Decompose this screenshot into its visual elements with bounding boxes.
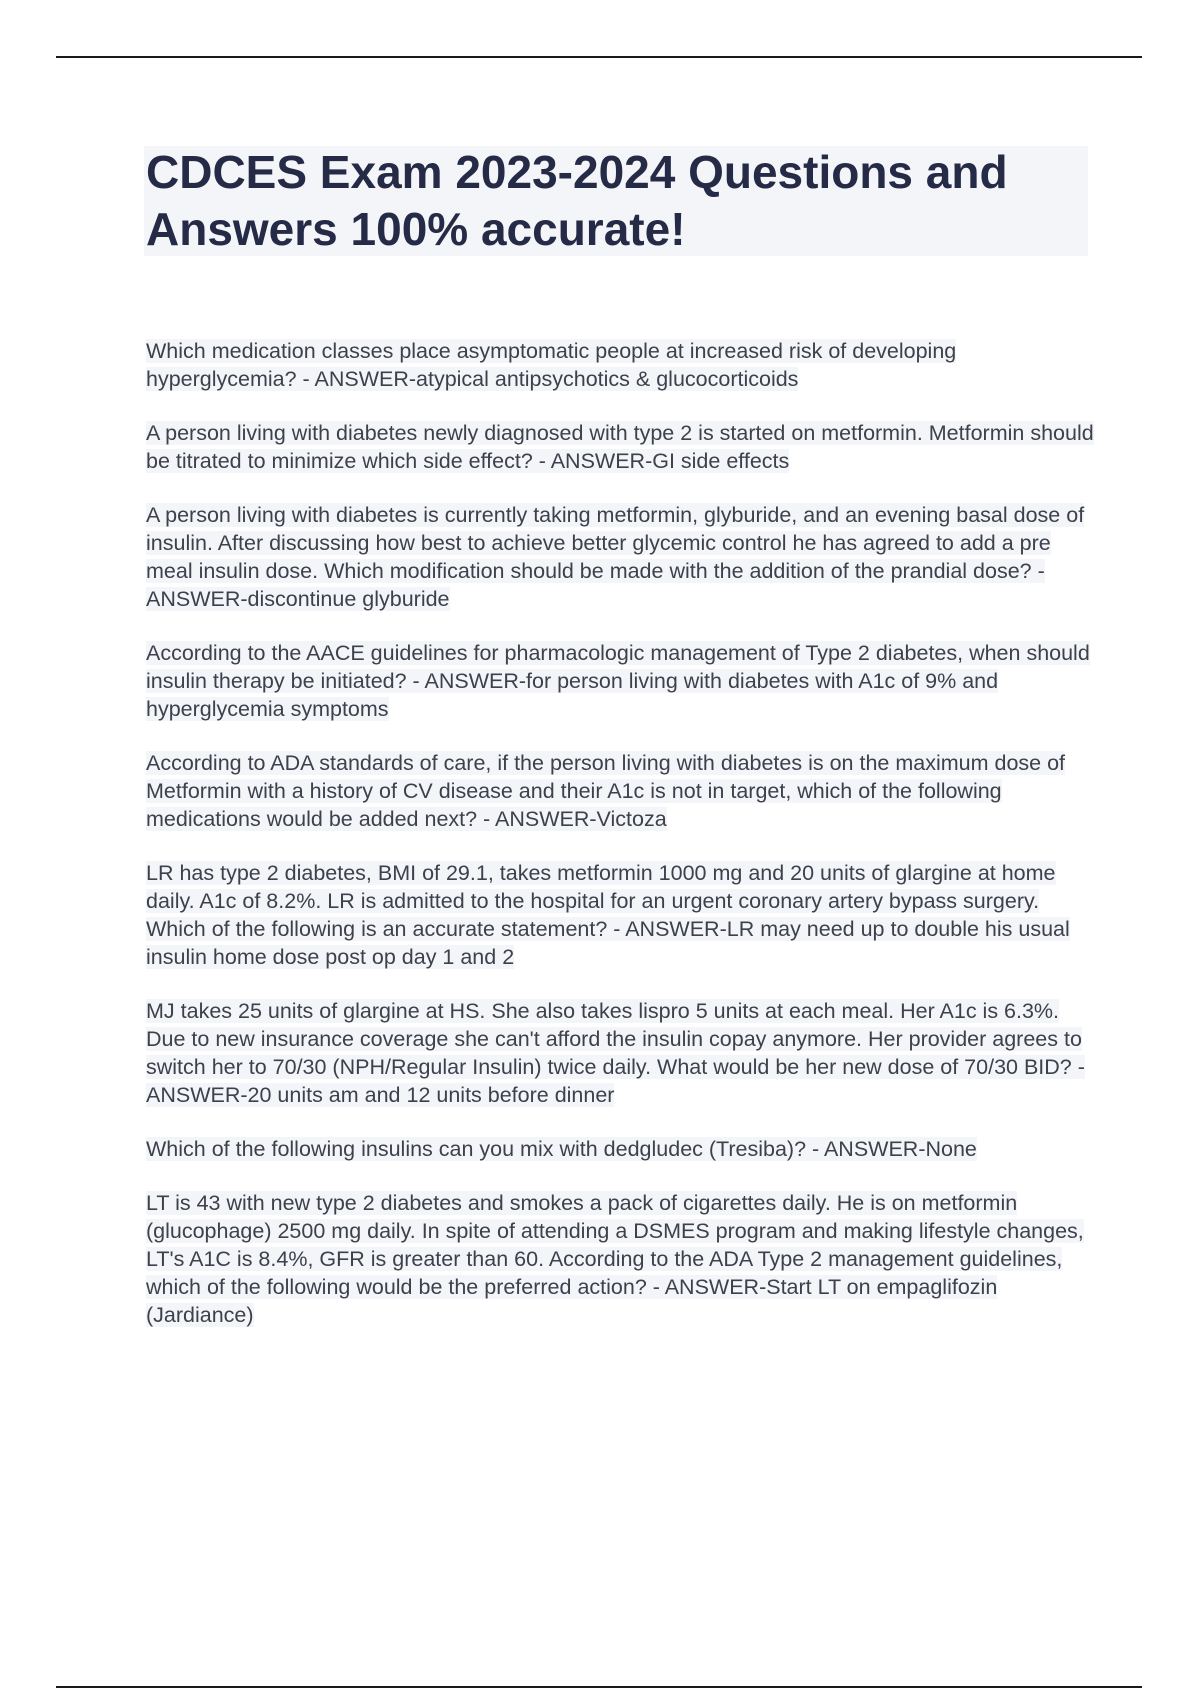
document-title: CDCES Exam 2023-2024 Questions and Answers 100% accurate! [146,146,1008,255]
qa-text: According to the AACE guidelines for pharmacologic management of Type 2 diabetes, when should insulin therapy be initiated? - ANSWER-for person living with diabetes with A1c of 9% and hyperglycemia symptoms [146,641,1090,721]
qa-text: According to ADA standards of care, if the person living with diabetes is on the maximum dose of Metformin with a history of CV disease and their A1c is not in target, which of the following medications would be added next? - ANSWER-Victoza [146,751,1066,831]
qa-item [146,859,1094,971]
qa-text: A person living with diabetes newly diagnosed with type 2 is started on metformin. Metformin should be titrated to minimize which side effect? - ANSWER-GI side effects [146,421,1094,473]
qa-item [146,749,1094,833]
qa-item [146,997,1094,1109]
question-answer-list [146,337,1094,1355]
qa-item [146,1135,1094,1163]
qa-item [146,639,1094,723]
qa-item [146,1189,1094,1329]
qa-text: LT is 43 with new type 2 diabetes and smokes a pack of cigarettes daily. He is on metformin (glucophage) 2500 mg daily. In spite of attending a DSMES program and making lifestyle changes, LT's A1C is 8.4%, GFR is greater than 60. According to the ADA Type 2 management guidelines, which of the following would be the preferred action? - ANSWER-Start LT on empaglifozin (Jardiance) [146,1191,1084,1327]
qa-text: LR has type 2 diabetes, BMI of 29.1, takes metformin 1000 mg and 20 units of glargine at home daily. A1c of 8.2%. LR is admitted to the hospital for an urgent coronary artery bypass surgery. Which of the following is an accurate statement? - ANSWER-LR may need up to double his usual insulin home dose post op day 1 and 2 [146,861,1070,969]
footer-rule [56,1686,1142,1688]
qa-item [146,501,1094,613]
qa-item [146,337,1094,393]
qa-text: Which of the following insulins can you mix with dedgludec (Tresiba)? - ANSWER-None [146,1137,977,1161]
qa-text: A person living with diabetes is currently taking metformin, glyburide, and an evening basal dose of insulin. After discussing how best to achieve better glycemic control he has agreed to add a pre meal insulin dose. Which modification should be made with the addition of the prandial dose? - ANSWER-discontinue glyburide [146,503,1085,611]
qa-item [146,419,1094,475]
qa-text: MJ takes 25 units of glargine at HS. She also takes lispro 5 units at each meal. Her A1c is 6.3%. Due to new insurance coverage she can't afford the insulin copay anymore. Her provider agrees to switch her to 70/30 (NPH/Regular Insulin) twice daily. What would be her new dose of 70/30 BID? - ANSWER-20 units am and 12 units before dinner [146,999,1085,1107]
header-rule [56,56,1142,58]
qa-text: Which medication classes place asymptomatic people at increased risk of developing hyperglycemia? - ANSWER-atypical antipsychotics & glucocorticoids [146,339,957,391]
